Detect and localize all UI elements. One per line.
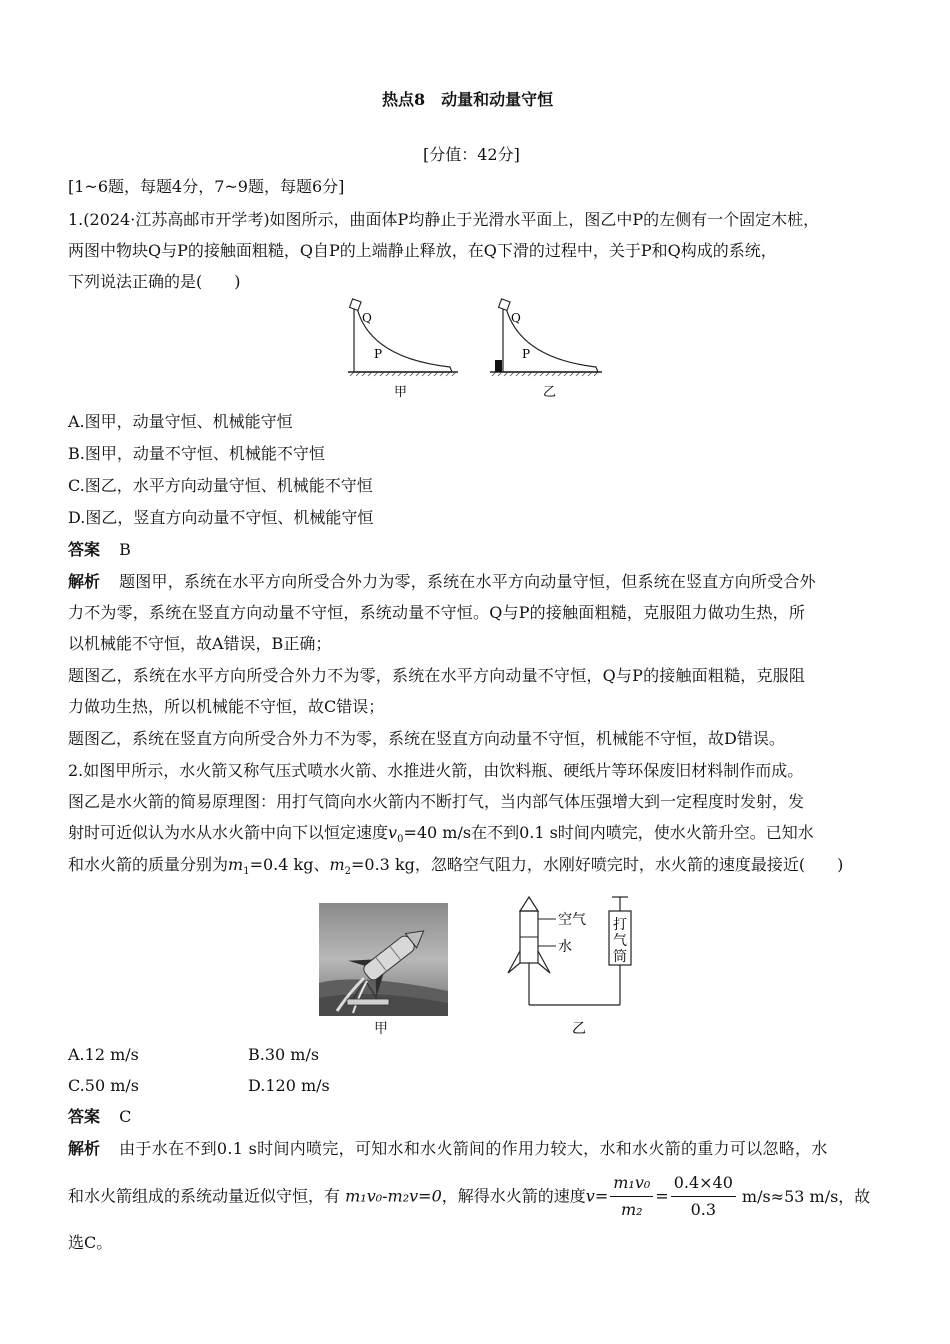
q2-fraction-symbolic-denominator: m₂ [620, 1200, 643, 1219]
q2-fig-pump-label-2: 气 [613, 933, 627, 949]
q2-fraction-numeric-numerator: 0.4×40 [671, 1172, 736, 1197]
q1-option-d: D.图乙，竖直方向动量不守恒、机械能守恒 [68, 508, 374, 527]
q1-analysis-line3: 以机械能不守恒，故A错误，B正确； [68, 634, 332, 653]
q1-figure-a [348, 299, 458, 400]
page-title: 热点8 动量和动量守恒 [382, 90, 554, 109]
q2-equals-sign: = [655, 1186, 669, 1206]
q2-fig-pump-label-3: 筒 [613, 949, 627, 965]
q2-stem-line2: 图乙是水火箭的简易原理图：用打气筒向水火箭内不断打气，当内部气体压强增大到一定程度时发射，发 [68, 792, 805, 811]
q1-analysis-line5: 力做功生热，所以机械能不守恒，故C错误； [68, 697, 385, 716]
q2-option-d: D.120 m/s [248, 1076, 330, 1095]
q2-fig-label-water: 水 [558, 939, 572, 955]
q1-analysis-line4: 题图乙，系统在水平方向所受合外力不为零，系统在水平方向动量不守恒，Q与P的接触面粗糙，克服阻 [68, 666, 806, 685]
q1-analysis-line6: 题图乙，系统在竖直方向所受合外力不为零，系统在竖直方向动量不守恒，机械能不守恒，故D错误。 [68, 729, 785, 748]
q2-option-b: B.30 m/s [248, 1045, 320, 1064]
q2-answer-label: 答案 [68, 1107, 101, 1126]
q1-fig-a-label-p: P [374, 347, 383, 361]
q2-v0-symbol: v [388, 823, 398, 842]
q2-analysis-line1: 由于水在不到0.1 s时间内喷完，可知水和水火箭间的作用力较大，水和水火箭的重力可以忽略，水 [119, 1139, 828, 1158]
q2-answer: C [119, 1107, 132, 1126]
q2-momentum-equation: m₁v₀-m₂v=0 [345, 1186, 442, 1206]
q1-fig-b-caption: 乙 [543, 385, 557, 400]
q2-stem-line4-a: 和水火箭的质量分别为 [68, 855, 229, 874]
q2-stem-line3-b: =40 m/s在不到0.1 s时间内喷完，使水火箭升空。已知水 [403, 823, 814, 842]
q1-analysis-label: 解析 [68, 572, 101, 591]
score-rule: [1~6题，每题4分，7~9题，每题6分] [68, 177, 345, 196]
q1-fixed-stake [495, 360, 502, 372]
q1-option-b: B.图甲，动量不守恒、机械能不守恒 [68, 444, 325, 463]
q2-option-a: A.12 m/s [68, 1045, 139, 1064]
q2-fraction-numeric-denominator: 0.3 [690, 1200, 717, 1219]
q1-stem-line2: 两图中物块Q与P的接触面粗糙，Q自P的上端静止释放，在Q下滑的过程中，关于P和Q构成的系统， [68, 241, 777, 260]
q2-stem-line3-a: 射时可近似认为水从水火箭中向下以恒定速度 [68, 823, 389, 842]
q1-fig-a-label-q: Q [362, 311, 372, 325]
q2-stem-line1: 2.如图甲所示，水火箭又称气压式喷水火箭、水推进火箭，由饮料瓶、硬纸片等环保废旧材料制作而成。 [68, 761, 804, 780]
q2-analysis-label: 解析 [68, 1139, 101, 1158]
q2-principle-diagram [500, 893, 640, 1038]
q1-fig-b-label-p: P [522, 347, 531, 361]
q1-option-c: C.图乙，水平方向动量守恒、机械能不守恒 [68, 476, 373, 495]
q2-fraction-symbolic-numerator: m₁v₀ [610, 1172, 653, 1197]
q2-stem-line4-c: =0.3 kg，忽略空气阻力，水刚好喷完时，水火箭的速度最接近( ) [351, 855, 844, 874]
q2-fig-label-air: 空气 [558, 912, 586, 928]
q1-answer-label: 答案 [68, 540, 101, 559]
q1-stem-line3: 下列说法正确的是( ) [68, 272, 241, 291]
q2-fig-pump-label-1: 打 [613, 917, 627, 933]
q1-analysis-line1: 题图甲，系统在水平方向所受合外力为零，系统在水平方向动量守恒，但系统在竖直方向所受合外 [119, 572, 816, 591]
q2-m1-symbol: m [228, 855, 244, 874]
q2-fraction-numeric [671, 1172, 736, 1221]
q2-analysis-line2-c: m/s≈53 m/s，故 [741, 1186, 871, 1206]
q2-fraction-symbolic [610, 1172, 653, 1221]
q1-figure [340, 296, 610, 400]
q2-option-c: C.50 m/s [68, 1076, 139, 1095]
q2-analysis-line2-b: ，解得水火箭的速度 [441, 1186, 586, 1206]
q1-fig-a-caption: 甲 [394, 385, 408, 400]
q1-figure-b [490, 299, 602, 400]
q2-m2-subscript: 2 [344, 866, 351, 878]
q2-stem-line4-b: =0.4 kg、 [249, 855, 330, 874]
q2-analysis-line2-a: 和水火箭组成的系统动量近似守恒，有 [68, 1186, 341, 1206]
q1-analysis-line2: 力不为零，系统在竖直方向动量不守恒，系统动量不守恒。Q与P的接触面粗糙，克服阻力做功生热，所 [68, 603, 806, 622]
q2-m1-subscript: 1 [243, 866, 250, 878]
q2-fig-b-caption: 乙 [572, 1021, 586, 1037]
q2-stem-line3 [68, 823, 814, 850]
q2-velocity-symbol: v= [585, 1186, 609, 1206]
score-total: [分值：42分] [423, 145, 520, 164]
q2-m2-symbol: m [329, 855, 345, 874]
q2-rocket-photo [319, 903, 448, 1016]
q2-v0-subscript: 0 [397, 834, 404, 846]
q1-answer: B [119, 540, 131, 559]
q2-fig-a-caption: 甲 [374, 1021, 388, 1037]
q2-analysis-line2 [68, 1172, 870, 1221]
q1-option-a: A.图甲，动量守恒、机械能守恒 [68, 412, 293, 431]
q1-fig-b-label-q: Q [511, 311, 521, 325]
q1-stem-line1: 1.(2024·江苏高邮市开学考)如图所示，曲面体P均静止于光滑水平面上，图乙中P的左侧有一个固定木桩， [68, 210, 820, 229]
q2-analysis-line3: 选C。 [68, 1233, 113, 1252]
q2-stem-line4 [68, 855, 843, 882]
